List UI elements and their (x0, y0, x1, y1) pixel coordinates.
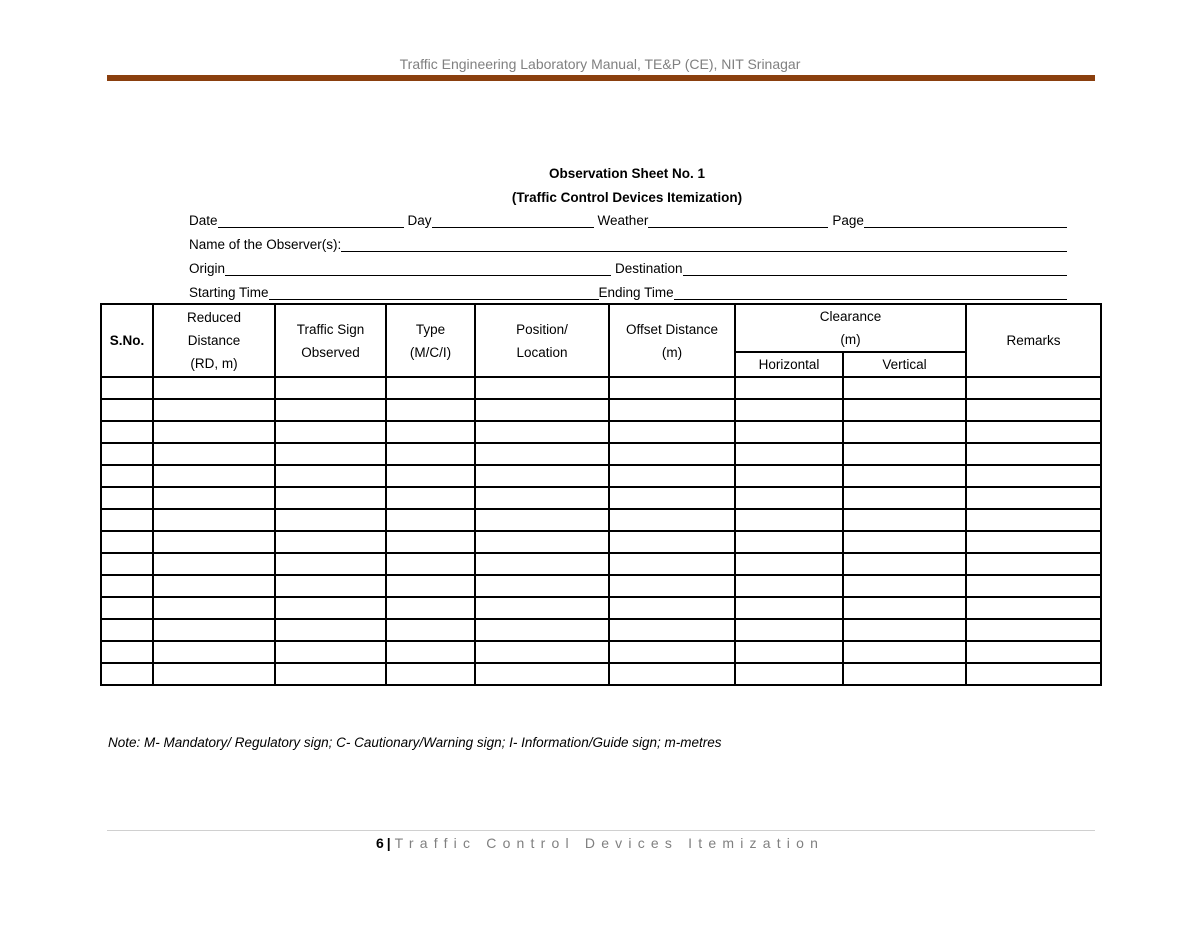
table-cell[interactable] (735, 575, 843, 597)
table-row (101, 443, 1101, 465)
table-cell[interactable] (966, 421, 1101, 443)
table-cell[interactable] (735, 443, 843, 465)
table-cell[interactable] (386, 641, 475, 663)
table-cell[interactable] (966, 575, 1101, 597)
table-cell[interactable] (475, 597, 609, 619)
table-cell[interactable] (386, 663, 475, 685)
table-cell[interactable] (275, 553, 386, 575)
table-cell[interactable] (275, 619, 386, 641)
table-cell[interactable] (101, 377, 153, 399)
table-cell[interactable] (275, 597, 386, 619)
table-body (101, 377, 1101, 685)
destination-blank[interactable] (683, 261, 1067, 276)
table-cell[interactable] (843, 597, 966, 619)
table-cell[interactable] (966, 487, 1101, 509)
offset-line2: (m) (661, 344, 683, 360)
table-cell[interactable] (153, 443, 275, 465)
table-cell[interactable] (609, 663, 735, 685)
table-cell[interactable] (275, 641, 386, 663)
table-row (101, 663, 1101, 685)
observer-label: Name of the Observer(s): (189, 237, 342, 252)
table-cell[interactable] (843, 619, 966, 641)
observation-table (100, 303, 1102, 686)
field-row-observer (189, 234, 1067, 252)
table-cell[interactable] (386, 487, 475, 509)
table-cell[interactable] (609, 443, 735, 465)
date-blank[interactable] (218, 213, 404, 228)
table-cell[interactable] (153, 465, 275, 487)
table-cell[interactable] (843, 663, 966, 685)
table-cell[interactable] (153, 575, 275, 597)
table-cell[interactable] (153, 641, 275, 663)
table-cell[interactable] (966, 553, 1101, 575)
table-cell[interactable] (101, 619, 153, 641)
table-cell[interactable] (153, 553, 275, 575)
table-cell[interactable] (966, 443, 1101, 465)
origin-blank[interactable] (225, 261, 611, 276)
day-label: Day (407, 213, 432, 228)
table-row (101, 553, 1101, 575)
clearance-line2: (m) (840, 332, 861, 347)
table-cell[interactable] (475, 377, 609, 399)
table-cell[interactable] (153, 487, 275, 509)
type-line1: Type (415, 321, 446, 337)
table-cell[interactable] (843, 377, 966, 399)
table-cell[interactable] (101, 421, 153, 443)
table-cell[interactable] (275, 509, 386, 531)
table-cell[interactable] (609, 399, 735, 421)
col-header-clearance (735, 304, 966, 352)
table-cell[interactable] (843, 465, 966, 487)
table-cell[interactable] (609, 465, 735, 487)
table-row (101, 487, 1101, 509)
table-cell[interactable] (386, 597, 475, 619)
table-cell[interactable] (735, 377, 843, 399)
col-header-horizontal: Horizontal (735, 352, 843, 377)
table-cell[interactable] (735, 465, 843, 487)
ending-time-blank[interactable] (674, 285, 1067, 300)
table-cell[interactable] (843, 531, 966, 553)
table-cell[interactable] (735, 619, 843, 641)
position-line2: Location (516, 344, 568, 360)
col-header-sno: S.No. (101, 304, 153, 377)
traffic-sign-line1: Traffic Sign (296, 321, 365, 337)
type-line2: (M/C/I) (409, 344, 452, 360)
table-cell[interactable] (275, 663, 386, 685)
position-line1: Position/ (516, 321, 568, 337)
table-cell[interactable] (101, 443, 153, 465)
table-cell[interactable] (275, 421, 386, 443)
traffic-sign-line2: Observed (301, 344, 360, 360)
table-cell[interactable] (843, 509, 966, 531)
page-footer (0, 835, 1200, 851)
table-row (101, 421, 1101, 443)
table-cell[interactable] (966, 509, 1101, 531)
table-cell[interactable] (153, 421, 275, 443)
observer-blank[interactable] (341, 237, 1067, 252)
header-rule (107, 75, 1095, 81)
reduced-distance-line1: Reduced (186, 310, 242, 325)
table-cell[interactable] (386, 465, 475, 487)
table-cell[interactable] (475, 465, 609, 487)
table-cell[interactable] (153, 597, 275, 619)
header-row-1 (101, 304, 1101, 352)
field-row-date (189, 210, 1067, 228)
table-cell[interactable] (843, 575, 966, 597)
table-cell[interactable] (966, 377, 1101, 399)
table-cell[interactable] (153, 531, 275, 553)
table-row (101, 377, 1101, 399)
table-cell[interactable] (101, 575, 153, 597)
date-label: Date (189, 213, 218, 228)
table-cell[interactable] (966, 619, 1101, 641)
page-label: Page (832, 213, 864, 228)
reduced-distance-line3: (RD, m) (190, 356, 238, 371)
table-cell[interactable] (101, 531, 153, 553)
table-cell[interactable] (475, 619, 609, 641)
table-cell[interactable] (843, 487, 966, 509)
table-cell[interactable] (475, 553, 609, 575)
table-cell[interactable] (966, 597, 1101, 619)
table-cell[interactable] (843, 641, 966, 663)
table-cell[interactable] (609, 487, 735, 509)
table-cell[interactable] (475, 531, 609, 553)
table-cell[interactable] (275, 443, 386, 465)
table-cell[interactable] (609, 377, 735, 399)
clearance-line1: Clearance (819, 309, 882, 324)
table-cell[interactable] (735, 553, 843, 575)
table-cell[interactable] (386, 575, 475, 597)
table-row (101, 575, 1101, 597)
table-row (101, 597, 1101, 619)
table-row (101, 531, 1101, 553)
legend-note: Note: M- Mandatory/ Regulatory sign; C- Cautionary/Warning sign; I- Information/Guide sign; m-metres (108, 735, 722, 750)
table-cell[interactable] (609, 553, 735, 575)
table-cell[interactable] (966, 531, 1101, 553)
table-cell[interactable] (735, 421, 843, 443)
table-cell[interactable] (475, 663, 609, 685)
field-row-origin (189, 258, 1067, 276)
page-number: 6 (375, 835, 384, 851)
reduced-distance-line2: Distance (187, 333, 241, 348)
table-cell[interactable] (153, 663, 275, 685)
table-cell[interactable] (609, 597, 735, 619)
offset-line1: Offset Distance (625, 321, 719, 337)
table-cell[interactable] (153, 377, 275, 399)
table-cell[interactable] (275, 487, 386, 509)
table-cell[interactable] (966, 465, 1101, 487)
ending-time-label: Ending Time (598, 285, 674, 300)
table-cell[interactable] (386, 443, 475, 465)
table-cell[interactable] (843, 553, 966, 575)
table-cell[interactable] (843, 443, 966, 465)
sheet-subtitle: (Traffic Control Devices Itemization) (511, 190, 743, 205)
table-cell[interactable] (735, 597, 843, 619)
table-cell[interactable] (101, 553, 153, 575)
table-cell[interactable] (609, 575, 735, 597)
col-header-type (386, 304, 475, 377)
table-cell[interactable] (735, 641, 843, 663)
weather-label: Weather (597, 213, 649, 228)
running-header: Traffic Engineering Laboratory Manual, TE&P (CE), NIT Srinagar (399, 56, 801, 72)
table-cell[interactable] (609, 641, 735, 663)
day-blank[interactable] (432, 213, 594, 228)
table-row (101, 465, 1101, 487)
col-header-offset-distance (609, 304, 735, 377)
table-cell[interactable] (101, 487, 153, 509)
origin-label: Origin (189, 261, 226, 276)
table-cell[interactable] (735, 487, 843, 509)
page-blank[interactable] (864, 213, 1067, 228)
table-cell[interactable] (966, 663, 1101, 685)
table-cell[interactable] (153, 399, 275, 421)
table-cell[interactable] (386, 377, 475, 399)
field-row-time (189, 282, 1067, 300)
table-cell[interactable] (101, 399, 153, 421)
table-row (101, 619, 1101, 641)
table-cell[interactable] (735, 531, 843, 553)
table-cell[interactable] (386, 421, 475, 443)
table-row (101, 509, 1101, 531)
table-cell[interactable] (275, 575, 386, 597)
table-cell[interactable] (386, 509, 475, 531)
table-cell[interactable] (101, 509, 153, 531)
footer-separator: | (386, 835, 391, 851)
table-cell[interactable] (275, 531, 386, 553)
table-cell[interactable] (101, 597, 153, 619)
table-cell[interactable] (475, 641, 609, 663)
table-row (101, 399, 1101, 421)
table-cell[interactable] (101, 663, 153, 685)
table-cell[interactable] (386, 531, 475, 553)
col-header-reduced-distance (153, 304, 275, 377)
table-cell[interactable] (275, 465, 386, 487)
table-cell[interactable] (475, 421, 609, 443)
table-cell[interactable] (475, 399, 609, 421)
table-cell[interactable] (735, 509, 843, 531)
table-cell[interactable] (386, 553, 475, 575)
table-cell[interactable] (275, 399, 386, 421)
sheet-title: Observation Sheet No. 1 (548, 166, 706, 181)
table-cell[interactable] (475, 443, 609, 465)
table-cell[interactable] (101, 465, 153, 487)
table-cell[interactable] (609, 421, 735, 443)
table-cell[interactable] (475, 575, 609, 597)
weather-blank[interactable] (648, 213, 828, 228)
table-cell[interactable] (386, 399, 475, 421)
table-cell[interactable] (386, 619, 475, 641)
footer-section-title: Traffic Control Devices Itemization (394, 835, 825, 851)
table-cell[interactable] (843, 399, 966, 421)
table-cell[interactable] (843, 421, 966, 443)
table-cell[interactable] (101, 641, 153, 663)
table-cell[interactable] (153, 619, 275, 641)
table-cell[interactable] (609, 531, 735, 553)
table-cell[interactable] (609, 509, 735, 531)
table-cell[interactable] (966, 641, 1101, 663)
table-row (101, 641, 1101, 663)
starting-time-blank[interactable] (269, 285, 599, 300)
table-cell[interactable] (735, 663, 843, 685)
table-cell[interactable] (966, 399, 1101, 421)
table-cell[interactable] (609, 619, 735, 641)
col-header-vertical: Vertical (843, 352, 966, 377)
col-header-remarks: Remarks (966, 304, 1101, 377)
table-cell[interactable] (275, 377, 386, 399)
footer-rule (107, 830, 1095, 831)
col-header-position (475, 304, 609, 377)
table-cell[interactable] (153, 509, 275, 531)
table-cell[interactable] (475, 487, 609, 509)
destination-label: Destination (615, 261, 683, 276)
table-cell[interactable] (475, 509, 609, 531)
table-cell[interactable] (735, 399, 843, 421)
starting-time-label: Starting Time (189, 285, 269, 300)
col-header-traffic-sign (275, 304, 386, 377)
